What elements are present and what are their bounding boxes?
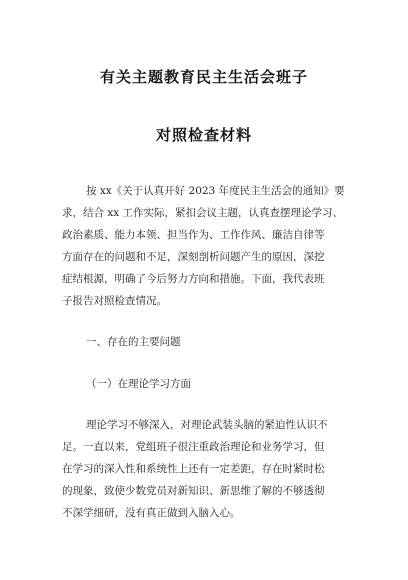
intro-line: 方面存在的问题和不足，深刻剖析问题产生的原因，深挖 — [62, 251, 325, 263]
document-title-line2: 对照检查材料 — [155, 126, 252, 144]
intro-line: 按 xx《关于认真开好 2023 年度民主生活会的通知》要 — [86, 185, 345, 197]
body-line: 的现象，致使少数党员对新知识、新思维了解的不够透彻 — [62, 485, 325, 497]
intro-line: 症结根源，明确了今后努力方向和措施。下面，我代表班 — [62, 273, 325, 285]
body-paragraph — [62, 414, 352, 524]
document-title-line1: 有关主题教育民主生活会班子 — [99, 68, 308, 86]
section-heading: 一、存在的主要问题 — [86, 336, 181, 348]
intro-line: 求，结合 xx 工作实际，紧扣会议主题，认真查摆理论学习、 — [62, 207, 344, 219]
intro-line: 子报告对照检查情况。 — [62, 295, 167, 307]
subsection-heading: （一）在理论学习方面 — [86, 378, 191, 390]
body-line: 理论学习不够深入，对理论武装头脑的紧迫性认识不 — [86, 419, 328, 431]
body-line: 不深学细研，没有真正做到入脑入心。 — [62, 507, 241, 519]
body-line: 在学习的深入性和系统性上还有一定差距，存在时紧时松 — [62, 463, 325, 475]
intro-line: 政治素质、能力本领、担当作为、工作作风、廉洁自律等 — [62, 229, 325, 241]
intro-paragraph — [62, 180, 352, 312]
body-line: 足。一直以来，党组班子很注重政治理论和业务学习，但 — [62, 441, 325, 453]
